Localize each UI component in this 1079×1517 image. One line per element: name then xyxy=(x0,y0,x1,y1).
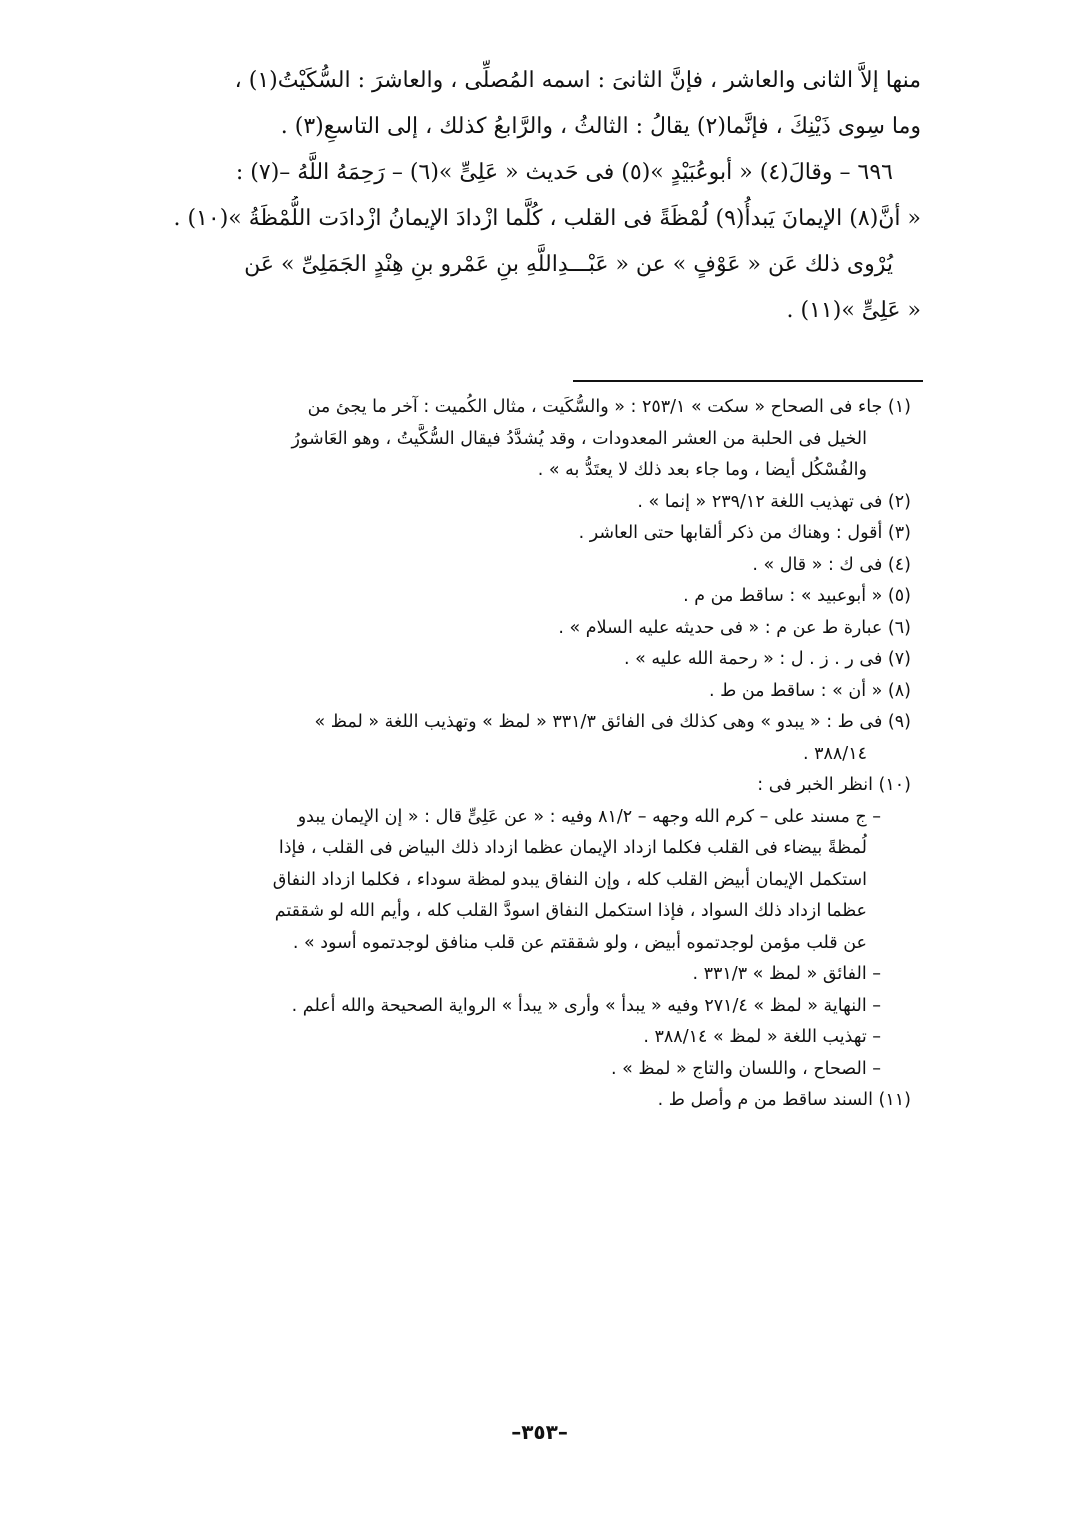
footnote-11: (١١) السند ساقط من م وأصل ط . xyxy=(657,1090,911,1110)
entry-heading-line: ٦٩٦ – وقالَ(٤) « أبوعُبَيْدٍ »(٥) فى حَديث « عَلِىٍّ »(٦) – رَحِمَهُ اللَّهُ –(٧) : xyxy=(235,160,893,185)
footnote-source-line: – الفائق « لمظ » ٣٣١/٣ . xyxy=(692,964,881,984)
footnote-line: ٣٨٨/١٤ . xyxy=(802,743,867,764)
footnote-4: (٤) فى ك : « قال » . xyxy=(752,554,911,575)
page-number: –٣٥٣– xyxy=(511,1420,568,1444)
footnote-source-line: استكمل الإيمان أبيض القلب كله ، وإن النفاق يبدو لمظة سوداء ، فكلما ازداد النفاق xyxy=(272,869,867,890)
footnotes-block xyxy=(150,392,911,1117)
main-text-line: وما سِوى ذَيْنِكَ ، فإنَّما(٢) يقالُ : الثالثُ ، والرَّابعُ كذلك ، إلى التاسعِ(٣) . xyxy=(280,114,921,139)
footnote-10 xyxy=(150,770,911,1085)
footnote-source-line: – تهذيب اللغة « لمظ » ٣٨٨/١٤ . xyxy=(643,1027,881,1047)
footnote-line: والفُسْكُل أيضا ، وما جاء بعد ذلك لا يعتَدُّ به » . xyxy=(537,460,867,480)
footnote-source-line: – ج مسند على – كرم الله وجهه – ٨١/٢ وفيه : « عن عَلِىٍّ قال : « إن الإيمان يبدو xyxy=(297,806,881,827)
main-text-line: « أنَّ(٨) الإيمانَ يَبدأُ(٩) لُمْظَةً فى القلب ، كُلَّما ازْدادَ الإيمانُ ازْدادَت اللُّمْظَةُ »(١٠) . xyxy=(173,206,921,231)
footnote-line: (١) جاء فى الصحاح « سكت » ٢٥٣/١ : « والسُّكَيت ، مثال الكُميت : آخر ما يجئ من xyxy=(307,397,911,417)
footnote-line: الخيل فى الحلبة من العشر المعدودات ، وقد يُشدَّدُ فيقال السُّكَّيتُ ، وهو العَاشورُ xyxy=(291,428,867,449)
footnote-source-line: – النهاية « لمظ » ٢٧١/٤ وفيه « يبدأ » وأرى « يبدأ » الرواية الصحيحة والله أعلم . xyxy=(291,995,881,1016)
footnote-6: (٦) عبارة ط عن م : « فى حديثه عليه السلام » . xyxy=(558,617,911,638)
footnote-2: (٢) فى تهذيب اللغة ٢٣٩/١٢ « إنما » . xyxy=(637,491,911,512)
footnote-line: (١٠) انظر الخبر فى : xyxy=(757,775,911,795)
footnote-8: (٨) « أن » : ساقط من ط . xyxy=(708,680,911,701)
footnote-3: (٣) أقول : وهناك من ذكر ألقابها حتى العاشر . xyxy=(578,523,911,543)
footnote-source-line: لُمظةً بيضاء فى القلب فكلما ازداد الإيمان عظما ازداد ذلك البياض فى القلب ، فإذا xyxy=(278,838,867,858)
footnote-1 xyxy=(150,392,911,487)
footnote-separator xyxy=(573,380,923,382)
footnote-5: (٥) « أبوعبيد » : ساقط من م . xyxy=(683,586,911,606)
footnote-source-line: عظما ازداد ذلك السواد ، فإذا استكمل النفاق اسودَّ القلب كله ، وأيم الله لو شققتم xyxy=(274,901,867,921)
footnote-source-line: – الصحاح ، واللسان والتاج « لمظ » . xyxy=(610,1058,881,1079)
main-text-line: « عَلِىٍّ »(١١) . xyxy=(786,298,921,323)
main-text-block xyxy=(150,58,921,334)
footnote-source-line: عن قلب مؤمن لوجدتموه أبيض ، ولو شققتم عن قلب منافق لوجدتموه أسود » . xyxy=(292,932,867,953)
main-text-line: منها إلاَّ الثانى والعاشر ، فإنَّ الثانىَ : اسمه المُصلِّى ، والعاشرَ : السُّكَيْتُ(١) ، xyxy=(234,68,921,93)
main-text-line: يُرْوى ذلك عَن « عَوْفٍ » عن « عَبْـــدِاللَّهِ بنِ عَمْرو بنِ هِنْدٍ الجَمَلِىِّ » عَن xyxy=(244,252,893,277)
footnote-line: (٩) فى ط : « يبدو » وهى كذلك فى الفائق ٣٣١/٣ « لمظ » وتهذيب اللغة « لمظ » xyxy=(314,712,911,732)
footnote-7: (٧) فى ر . ز . ل : « رحمة الله عليه » . xyxy=(624,649,911,669)
footnote-9 xyxy=(150,707,911,770)
